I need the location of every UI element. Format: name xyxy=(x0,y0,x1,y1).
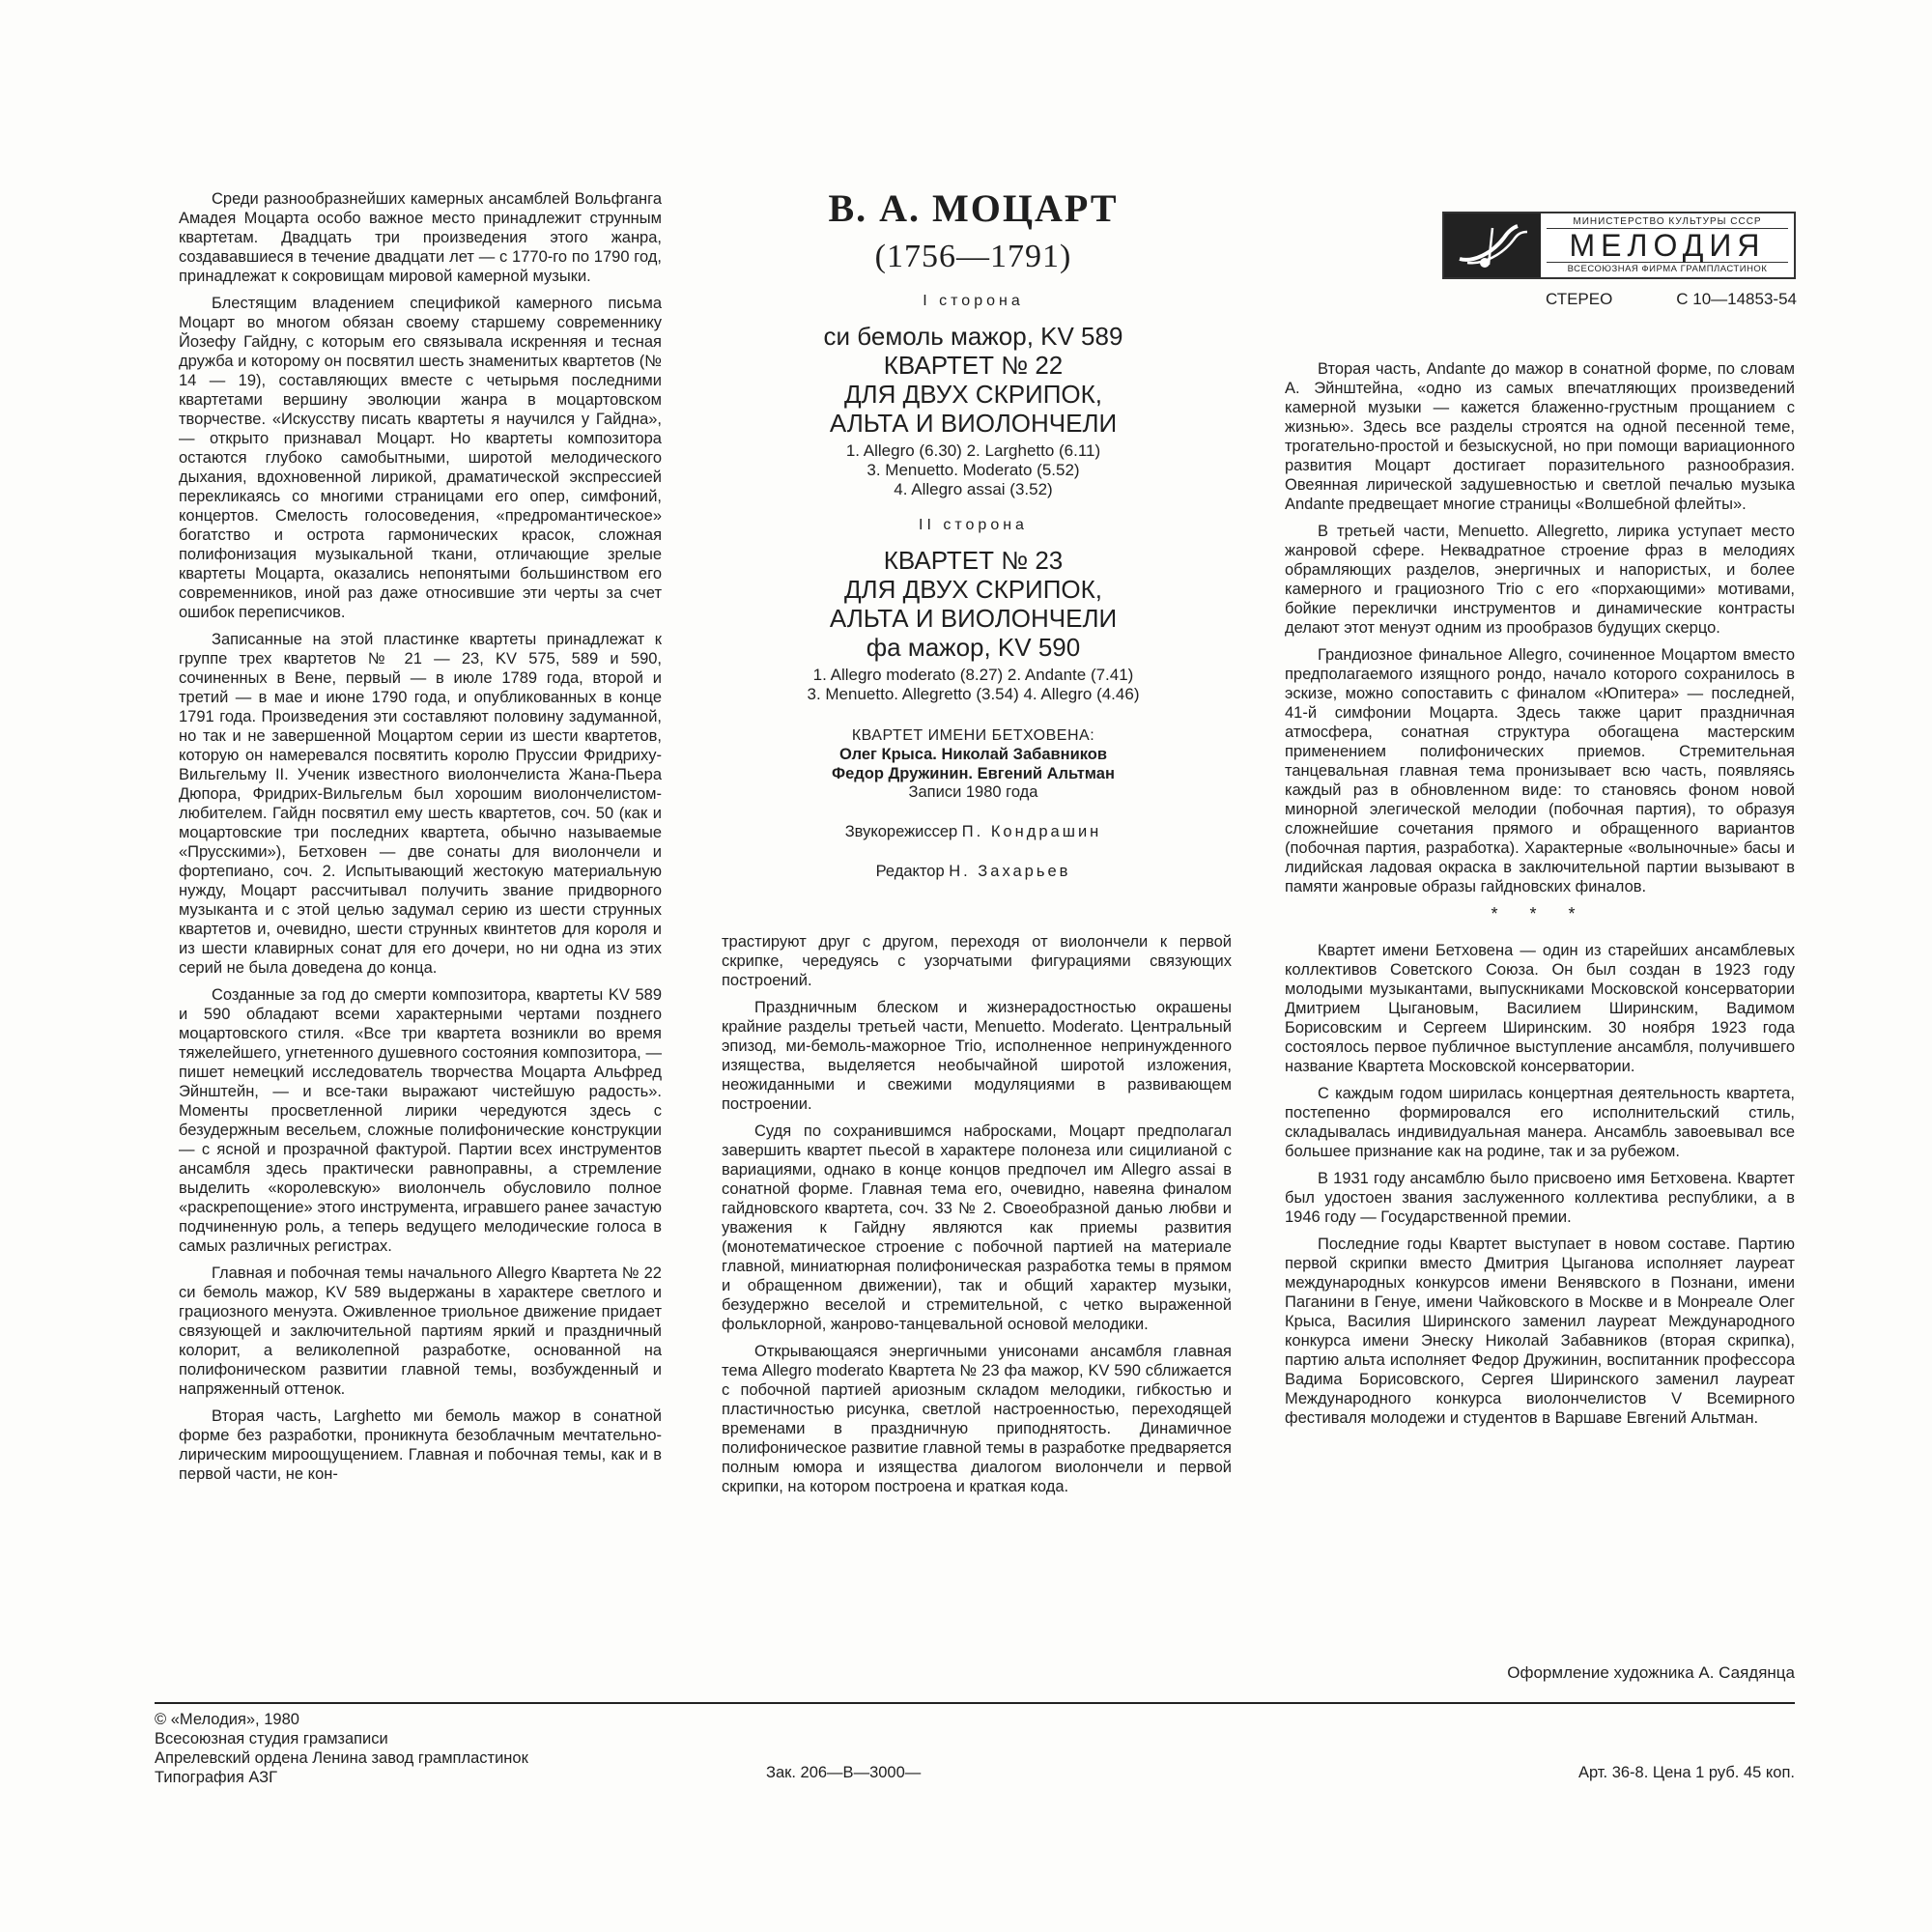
movement-line: 4. Allegro assai (3.52) xyxy=(894,480,1053,498)
side-two-movements xyxy=(710,666,1236,704)
sound-engineer-credit xyxy=(710,823,1236,841)
composer-years: (1756—1791) xyxy=(874,239,1072,274)
order-number: Зак. 206—В—3000— xyxy=(766,1764,922,1781)
logo-brand: МЕЛОДИЯ xyxy=(1547,228,1788,263)
recording-year: Записи 1980 года xyxy=(908,783,1038,801)
side-one-label: I сторона xyxy=(923,293,1024,309)
price-info: Арт. 36-8. Цена 1 руб. 45 коп. xyxy=(1577,1764,1795,1781)
melodiya-logo xyxy=(1442,212,1796,279)
movement-line: 3. Menuetto. Allegretto (3.54) 4. Allegro (4.46) xyxy=(807,685,1140,703)
performers-line: Федор Дружинин. Евгений Альтман xyxy=(832,765,1115,782)
title-line: КВАРТЕТ № 23 xyxy=(883,546,1064,575)
paragraph: Главная и побочная темы начального Allegro Квартета № 22 си бемоль мажор, KV 589 выдержаны в характере светлого и грациозного менуэта. Оживленное триольное движение придает связующей и заключительной партиям яркий и праздничный колорит, а великолепной разработке, основанной на полифоническом развитии главной темы, возбужденный и напряженный оттенок. xyxy=(179,1264,662,1398)
composer-name: В. А. МОЦАРТ xyxy=(828,186,1119,230)
title-line: ДЛЯ ДВУХ СКРИПОК, xyxy=(843,380,1103,409)
catalog-line xyxy=(1546,290,1797,309)
performers-title: КВАРТЕТ ИМЕНИ БЕТХОВЕНА: xyxy=(851,727,1095,744)
title-line: фа мажор, KV 590 xyxy=(866,633,1081,662)
paragraph: В 1931 году ансамблю было присвоено имя Бетховена. Квартет был удостоен звания заслуженного коллектива республики, а в 1946 году — Государственной премии. xyxy=(1285,1170,1795,1226)
side-one-title xyxy=(710,322,1236,438)
paragraph: Записанные на этой пластинке квартеты принадлежат к группе трех квартетов № 21 — 23, KV 575, 589 и 590, сочиненных в Вене, первый — в июле 1789 года, второй и третий — в мае и июне 1790 года, и опубликованных в конце 1791 года. Произведения эти составляют половину задуманной, но так и не завершенной Моцартом серии из шести квартетов, которую он намеревался посвятить королю Пруссии Фридриху-Вильгельму II. Ученик известного виолончелиста Жана-Пьера Дюпора, Фридрих-Вильгельм был хорошим виолончелистом-любителем. Гайдн посвятил ему шесть квартетов, соч. 50 (как и моцартовские три последних квартета, обычно называемые «Прусскими»), Бетховен — две сонаты для виолончели и фортепиано, соч. 2. Испытывающий жестокую материальную нужду, Моцарт рассчитывал получить звание придворного музыканта и с этой целью задумал серию из шести струнных квартетов и, очевидно, шести струнных квинтетов для короля и из шести клавирных сонат для его дочери, но ни одна из этих серий не была доведена до конца. xyxy=(179,631,662,977)
melodiya-emblem-icon xyxy=(1444,213,1541,277)
paragraph: С каждым годом ширилась концертная деятельность квартета, постепенно формировался его исполнительский стиль, складывалась индивидуальная манера. Ансамбль завоевывал все большее признание как на родине, так и за рубежом. xyxy=(1285,1085,1795,1160)
title-line: КВАРТЕТ № 22 xyxy=(883,351,1064,380)
credit-label: Редактор xyxy=(875,863,945,880)
title-line: АЛЬТА И ВИОЛОНЧЕЛИ xyxy=(829,409,1118,438)
paragraph: Грандиозное финальное Allegro, сочиненное Моцартом вместо предполагаемого изящного рондо, начало которого сохранилось в эскизе, можно сопоставить с финалом «Юпитера» — последней, 41-й симфонии Моцарта. Здесь также царит праздничная атмосфера, сонатная структура обогащена мастерским применением полифонических приемов. Стремительная танцевальная главная тема пронизывает всю часть, появляясь каждый раз в обновленном виде: то становясь фоном новой минорной элегической мелодии (побочная партия), то образуя сложнейшие сочетания прямого и обращенного вариантов (побочная партия, разработка). Характерные «волыночные» басы и лидийская ладовая окраска в заключительной партии вызывают в памяти жанровые образы гайдновских финалов. xyxy=(1285,646,1795,895)
catalog-number: С 10—14853-54 xyxy=(1676,290,1797,308)
movement-line: 1. Allegro (6.30) 2. Larghetto (6.11) xyxy=(845,441,1101,460)
paragraph: Квартет имени Бетховена — один из старейших ансамблевых коллективов Советского Союза. Он был создан в 1923 году молодыми музыкантами, выпускниками Московской консерватории Дмитрием Цыгановым, Василием Ширинским, Вадимом Борисовским и Сергеем Ширинским. 30 ноября 1923 года состоялось первое публичное выступление ансамбля, получившего название Квартета Московской консерватории. xyxy=(1285,942,1795,1075)
title-line: АЛЬТА И ВИОЛОНЧЕЛИ xyxy=(829,604,1118,633)
movement-line: 1. Allegro moderato (8.27) 2. Andante (7.41) xyxy=(812,666,1134,684)
logo-company: ВСЕСОЮЗНАЯ ФИРМА ГРАМПЛАСТИНОК xyxy=(1567,264,1768,274)
side-two-label: II сторона xyxy=(919,517,1028,533)
paragraph: Судя по сохранившимся набросками, Моцарт предполагал завершить квартет пьесой в характере полонеза или сицилианой с вариациями, однако в конце концов предпочел им Allegro assai в сонатной форме. Главная тема его, очевидно, навеяна финалом гайдновского квартета, соч. 33 № 2. Своеобразной данью любви и уважения к Гайдну являются как приемы развития (монотематическое строение с побочной партией на материале главной, миниатюрная полифоническая разработка темы в прямом и обращенном движении), так и общий характер музыки, безудержно веселой и стремительной, с четко выраженной фольклорной, жанрово-танцевальной основой мелодики. xyxy=(722,1122,1232,1333)
performers-names xyxy=(710,745,1236,783)
track-list-block xyxy=(710,184,1236,881)
imprint-line: Типография АЗГ xyxy=(155,1769,278,1786)
paragraph: Среди разнообразнейших камерных ансамблей Вольфганга Амадея Моцарта особо важное место принадлежит струнным квартетам. Двадцать три произведения этого жанра, создававшиеся в течение двадцати лет — с 1770-го по 1790 год, принадлежат к сокровищам мировой камерной музыки. xyxy=(179,190,662,285)
imprint-line: Всесоюзная студия грамзаписи xyxy=(155,1730,388,1747)
credit-label: Звукорежиссер xyxy=(844,823,958,840)
left-text-column xyxy=(179,189,662,1492)
performers-line: Олег Крыса. Николай Забавников xyxy=(838,746,1108,763)
audio-format: СТЕРЕО xyxy=(1546,290,1613,308)
section-separator: * * * xyxy=(1491,904,1589,923)
editor-credit xyxy=(710,863,1236,881)
logo-ministry: МИНИСТЕРСТВО КУЛЬТУРЫ СССР xyxy=(1573,216,1762,227)
design-credit: Оформление художника А. Саядянца xyxy=(1507,1663,1795,1682)
imprint-line: Апрелевский ордена Ленина завод грампластинок xyxy=(155,1749,528,1767)
paragraph: Последние годы Квартет выступает в новом составе. Партию первой скрипки вместо Дмитрия Цыганова исполняет лауреат международных конкурсов имени Венявского в Познани, имени Паганини в Генуе, имени Чайковского в Москве и в Монреале Олег Крыса, Василия Ширинского заменил лауреат Международного конкурса имени Энеску Николай Забавников (вторая скрипка), партию альта исполняет Федор Дружинин, воспитанник профессора Вадима Борисовского, Сергея Ширинского заменил лауреат Международного конкурса виолончелистов V Всемирного фестиваля молодежи и студентов в Варшаве Евгений Альтман. xyxy=(1285,1236,1795,1427)
side-one-movements xyxy=(710,441,1236,499)
footer-divider xyxy=(155,1702,1795,1704)
paragraph: трастируют друг с другом, переходя от виолончели к первой скрипке, чередуясь с узорчатыми фигурациями связующих построений. xyxy=(722,933,1232,989)
imprint-block xyxy=(155,1710,528,1787)
paragraph: В третьей части, Menuetto. Allegretto, лирика уступает место жанровой сфере. Неквадратное строение фраз в мелодиях обрамляющих разделов, энергичных и напористых, и более камерного и грациозного Trio с его «порхающими» мотивами, бойкие переклички инструментов и динамические контрасты делают этот менуэт одним из прообразов будущих скерцо. xyxy=(1285,523,1795,637)
credit-name: Н. Захарьев xyxy=(949,863,1071,880)
paragraph: Блестящим владением спецификой камерного письма Моцарт во многом обязан своему старшему современнику Йозефу Гайдну, с которым его связывала искренняя и тесная дружба и которому он посвятил шесть знаменитых квартетов (№ 14 — 19), составляющих вместе с четырьмя последними квартетами вершину эволюции жанра в моцартовском творчестве. «Искусству писать квартеты я научился у Гайдна», — открыто признавал Моцарт. Но квартеты композитора остаются глубоко самобытными, широтой мелодического дыхания, вдохновенной лирикой, драматической экспрессией перекликаясь со многими страницами его опер, симфоний, концертов. Смелость голосоведения, «предромантическое» богатство и острота гармонических красок, сложная полифонизация музыкальной ткани, отличающие зрелые квартеты Моцарта, оказались непонятыми большинством его современников, иной раз даже относившие эти черты за счет ошибок переписчиков. xyxy=(179,295,662,621)
paragraph: Вторая часть, Andante до мажор в сонатной форме, по словам А. Эйнштейна, «одно из самых впечатляющих произведений камерной музыки — кажется блаженно-грустным прощанием с жизнью». Здесь все разделы строятся на одной песенной теме, трогательно-простой и безыскусной, но при помощи вариационного развития Моцарт достигает поразительного разнообразия. Овеянная лирической задушевностью и светлой печалью музыка Andante предвещает многие страницы «Волшебной флейты». xyxy=(1285,360,1795,513)
title-line: ДЛЯ ДВУХ СКРИПОК, xyxy=(843,575,1103,604)
paragraph: Праздничным блеском и жизнерадостностью окрашены крайние разделы третьей части, Menuetto. Moderato. Центральный эпизод, ми-бемоль-мажорное Trio, исполненное непринужденного изящества, выделяется необычайной широтой изложения, неожиданными и свежими модуляциями в развивающем построении. xyxy=(722,999,1232,1113)
imprint-line: © «Мелодия», 1980 xyxy=(155,1711,299,1728)
side-two-title xyxy=(710,546,1236,662)
movement-line: 3. Menuetto. Moderato (5.52) xyxy=(867,461,1080,479)
credit-name: П. Кондрашин xyxy=(961,823,1102,840)
paragraph: Открывающаяся энергичными унисонами ансамбля главная тема Allegro moderato Квартета № 23 фа мажор, KV 590 сближается с побочной партией ариозным складом мелодики, гибкостью и пластичностью рисунка, светлой настроенностью, переходящей временами в праздничную приподнятость. Динамичное полифоническое развитие главной темы в разработке предваряется полным юмора и изящества диалогом виолончели и первой скрипки, на котором построена и краткая кода. xyxy=(722,1343,1232,1495)
middle-text-column xyxy=(722,932,1232,1504)
paragraph: Созданные за год до смерти композитора, квартеты KV 589 и 590 обладают всеми характерными чертами позднего моцартовского стиля. «Все три квартета возникли во время тяжелейшего, угнетенного душевного состояния композитора, — пишет немецкий исследователь творчества Моцарта Альфред Эйнштейн, — и все-таки выражают чистейшую радость». Моменты просветленной лирики чередуются здесь с безудержным весельем, сложные полифонические конструкции — с ясной и прозрачной фактурой. Партии всех инструментов ансамбля здесь практически равноправны, а стремление выделить «королевскую» виолончель обусловило полное «раскрепощение» этого инструмента, игравшего ранее зачастую подчиненную роль, а теперь ведущего мелодические голоса в самых различных регистрах. xyxy=(179,986,662,1255)
title-line: си бемоль мажор, KV 589 xyxy=(823,322,1123,351)
paragraph: Вторая часть, Larghetto ми бемоль мажор в сонатной форме без разработки, проникнута безоблачным мечтательно-лирическим мироощущением. Главная и побочная темы, как и в первой части, не кон- xyxy=(179,1407,662,1483)
right-text-column xyxy=(1285,359,1795,1435)
